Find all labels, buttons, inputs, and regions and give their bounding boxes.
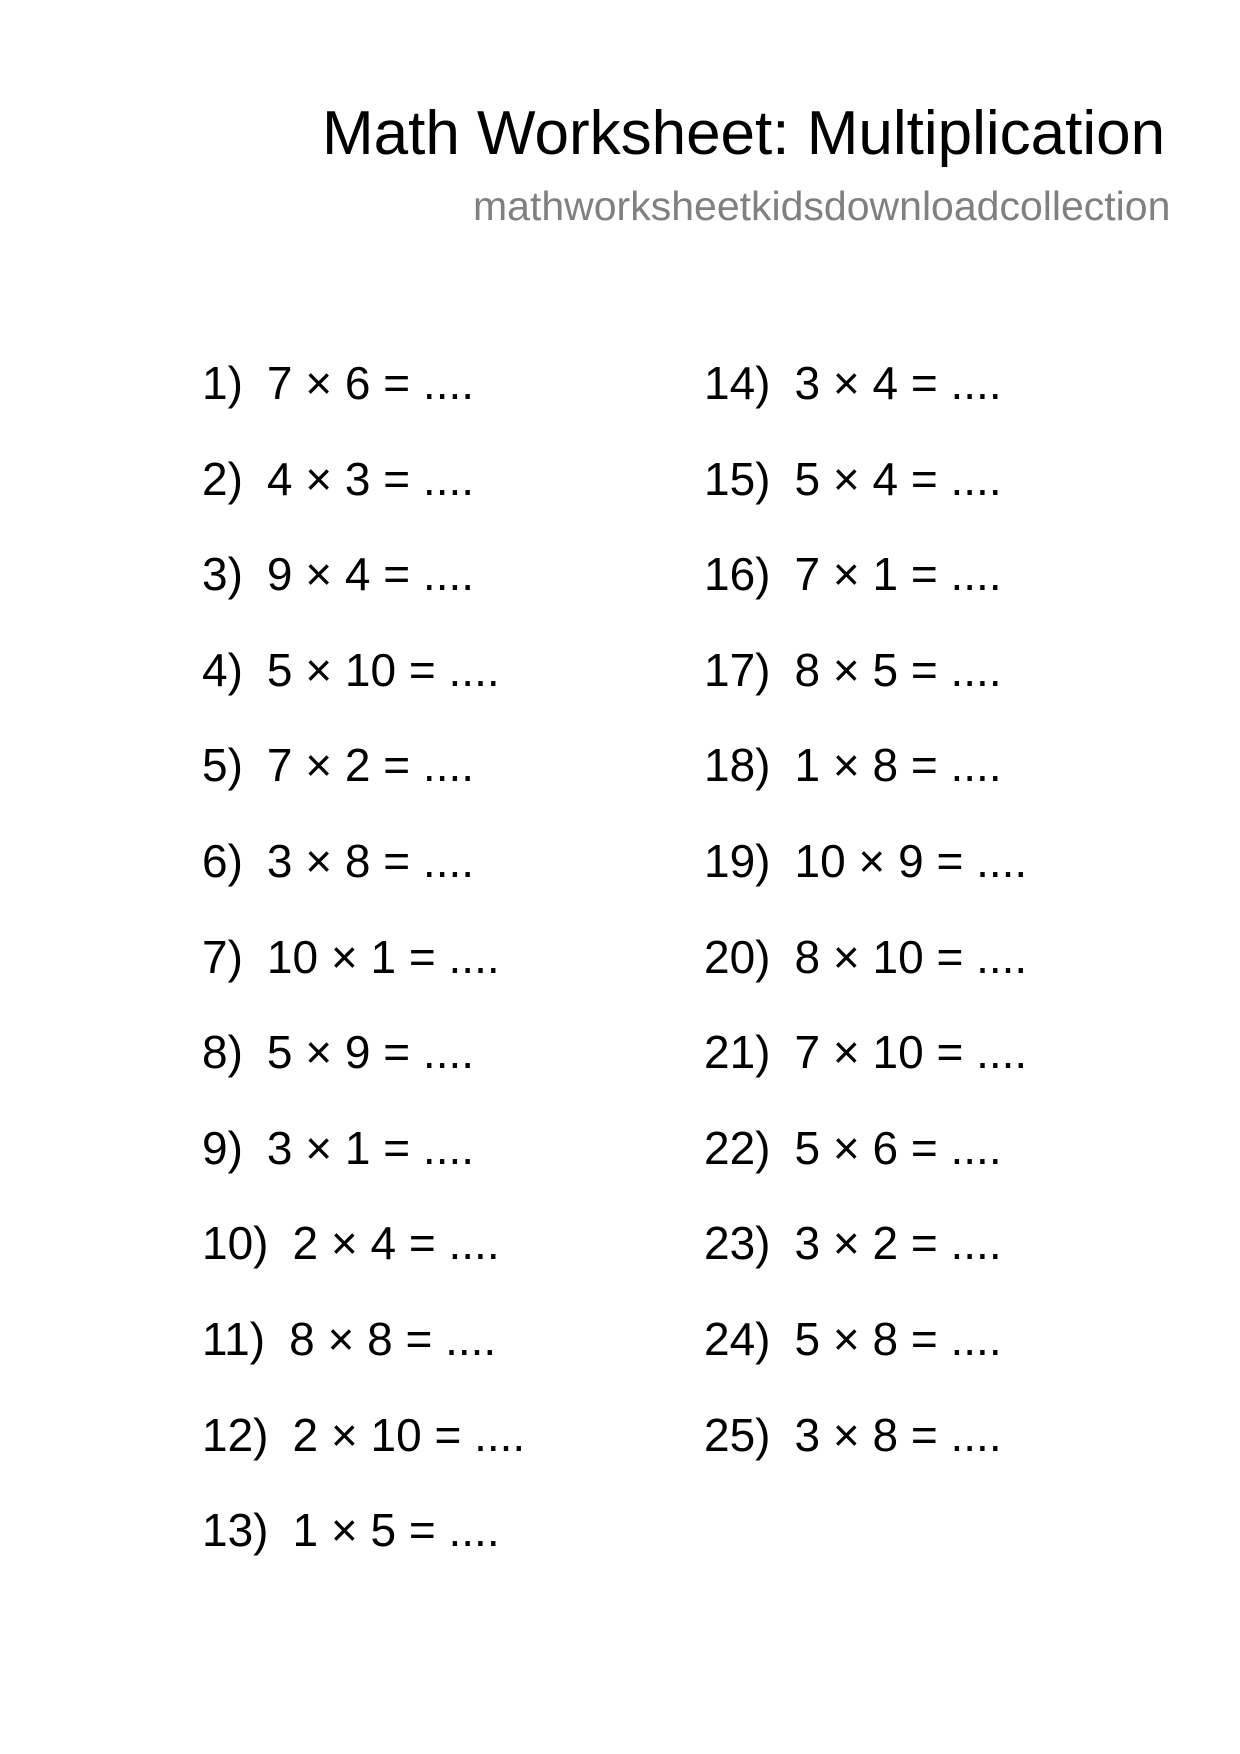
problem-expression: 5 × 4 = ....: [794, 452, 1002, 505]
problem-item: [202, 549, 525, 645]
problem-item: [202, 1410, 525, 1506]
problem-number: 18): [704, 739, 771, 792]
page-subtitle: mathworksheetkidsdownloadcollection: [473, 183, 1171, 229]
problem-expression: 5 × 10 = ....: [266, 643, 500, 696]
problem-item: [704, 1123, 1027, 1219]
problem-number: 7): [202, 930, 243, 983]
problem-expression: 5 × 6 = ....: [794, 1121, 1002, 1174]
problem-expression: 8 × 8 = ....: [289, 1312, 497, 1365]
problem-item: [704, 454, 1027, 550]
problem-number: 15): [704, 452, 771, 505]
problem-number: 6): [202, 834, 243, 887]
problem-item: [202, 932, 525, 1028]
problem-item: [202, 358, 525, 454]
problem-expression: 8 × 10 = ....: [794, 930, 1028, 983]
problem-expression: 1 × 5 = ....: [292, 1504, 500, 1557]
problem-item: [704, 932, 1027, 1028]
problem-number: 20): [704, 930, 771, 983]
problem-number: 8): [202, 1026, 243, 1079]
problem-number: 25): [704, 1408, 771, 1461]
problem-expression: 3 × 2 = ....: [794, 1217, 1002, 1270]
problem-expression: 9 × 4 = ....: [266, 548, 475, 601]
problem-number: 1): [202, 357, 243, 409]
problem-item: [704, 740, 1027, 836]
problem-item: [202, 1314, 525, 1410]
problem-number: 24): [704, 1312, 771, 1365]
problem-number: 10): [202, 1217, 269, 1270]
problem-number: 11): [202, 1312, 266, 1365]
problem-number: 14): [704, 357, 771, 409]
problem-item: [704, 358, 1027, 454]
problem-expression: 7 × 6 = ....: [266, 357, 475, 409]
problem-number: 5): [202, 739, 243, 792]
problem-number: 19): [704, 834, 771, 887]
problem-item: [202, 1027, 525, 1123]
problem-expression: 1 × 8 = ....: [794, 739, 1002, 792]
problem-item: [202, 740, 525, 836]
problem-expression: 7 × 2 = ....: [266, 739, 475, 792]
problem-item: [202, 454, 525, 550]
problem-column-left: [202, 358, 525, 1601]
problem-expression: 4 × 3 = ....: [266, 452, 475, 505]
problem-expression: 5 × 9 = ....: [266, 1026, 475, 1079]
problem-number: 13): [202, 1504, 269, 1557]
problem-expression: 10 × 9 = ....: [794, 834, 1028, 887]
problem-expression: 3 × 8 = ....: [794, 1408, 1002, 1461]
problem-expression: 2 × 10 = ....: [292, 1408, 526, 1461]
problem-number: 3): [202, 548, 243, 601]
problem-item: [704, 836, 1027, 932]
problem-item: [704, 1410, 1027, 1506]
problem-number: 17): [704, 643, 771, 696]
problem-number: 22): [704, 1121, 771, 1174]
problem-number: 4): [202, 643, 243, 696]
problem-item: [704, 1027, 1027, 1123]
problem-number: 12): [202, 1408, 269, 1461]
problem-expression: 7 × 1 = ....: [794, 548, 1002, 601]
problem-expression: 3 × 8 = ....: [266, 834, 475, 887]
problem-item: [704, 645, 1027, 741]
problem-expression: 10 × 1 = ....: [266, 930, 500, 983]
problem-item: [202, 645, 525, 741]
problem-expression: 5 × 8 = ....: [794, 1312, 1002, 1365]
problem-expression: 7 × 10 = ....: [794, 1026, 1028, 1079]
problem-item: [704, 1218, 1027, 1314]
problem-number: 9): [202, 1121, 243, 1174]
problem-item: [202, 836, 525, 932]
problem-expression: 3 × 4 = ....: [794, 357, 1002, 409]
problem-expression: 2 × 4 = ....: [292, 1217, 500, 1270]
problem-item: [202, 1218, 525, 1314]
problem-expression: 8 × 5 = ....: [794, 643, 1002, 696]
problem-item: [704, 1314, 1027, 1410]
problem-number: 23): [704, 1217, 771, 1270]
problem-number: 2): [202, 452, 243, 505]
problem-number: 16): [704, 548, 771, 601]
problem-column-right: [704, 358, 1027, 1505]
page-title: Math Worksheet: Multiplication: [322, 99, 1166, 168]
problem-expression: 3 × 1 = ....: [266, 1121, 475, 1174]
problem-number: 21): [704, 1026, 771, 1079]
problem-item: [202, 1505, 525, 1601]
problem-item: [202, 1123, 525, 1219]
problem-item: [704, 549, 1027, 645]
